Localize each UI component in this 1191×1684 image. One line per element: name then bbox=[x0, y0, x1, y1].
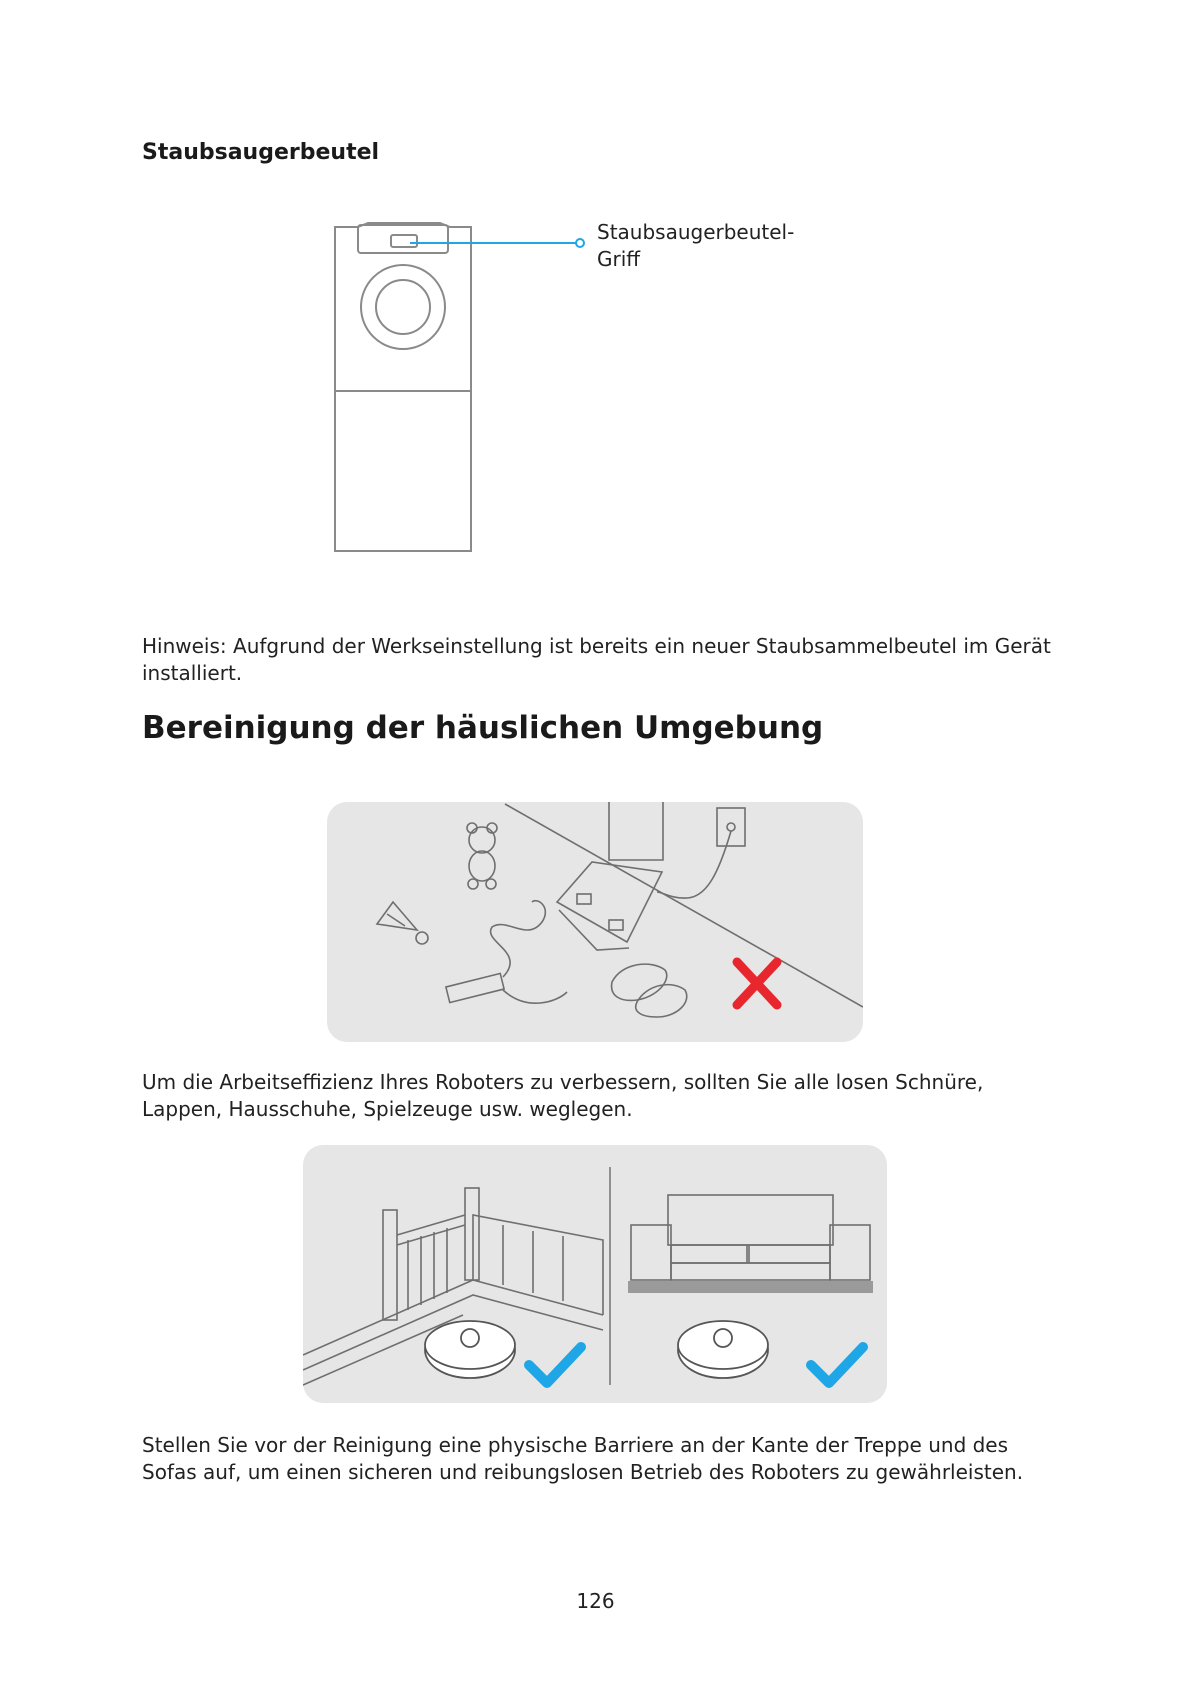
clutter-illustration bbox=[327, 802, 863, 1042]
robot-vacuum-left bbox=[425, 1321, 515, 1378]
robot-vacuum-right bbox=[678, 1321, 768, 1378]
section-title-clean-environment: Bereinigung der häuslichen Umgebung bbox=[142, 710, 824, 746]
panel-background-2 bbox=[303, 1145, 887, 1403]
page-number: 126 bbox=[576, 1589, 615, 1613]
bag-upper-outline bbox=[335, 223, 471, 391]
paragraph-barrier: Stellen Sie vor der Reinigung eine physische Barriere an der Kante der Treppe und des Sofas auf, um einen sicheren und reibungslosen Betrieb des Roboters zu gewährleisten. bbox=[142, 1433, 1024, 1484]
label-line-2: Griff bbox=[597, 247, 641, 271]
label-line-1: Staubsaugerbeutel- bbox=[597, 220, 795, 244]
callout-dot bbox=[576, 239, 584, 247]
panel-background bbox=[327, 802, 863, 1042]
section-title-dust-bag: Staubsaugerbeutel bbox=[142, 140, 380, 165]
bag-port-inner bbox=[376, 280, 430, 334]
barrier-illustration bbox=[303, 1145, 887, 1403]
dust-bag-diagram bbox=[320, 215, 600, 560]
handle-callout-label bbox=[597, 219, 837, 273]
bag-handle-frame bbox=[358, 225, 448, 253]
note-text: Hinweis: Aufgrund der Werkseinstellung ist bereits ein neuer Staubsammelbeutel im Gerät installiert. bbox=[142, 634, 1051, 685]
bag-handle-slot bbox=[391, 235, 417, 247]
bag-lower-outline bbox=[335, 391, 471, 551]
sofa-barrier bbox=[628, 1281, 873, 1293]
paragraph-clutter: Um die Arbeitseffizienz Ihres Roboters zu verbessern, sollten Sie alle losen Schnüre, Lappen, Hausschuhe, Spielzeuge usw. weglegen. bbox=[142, 1070, 984, 1121]
bag-port-outer bbox=[361, 265, 445, 349]
